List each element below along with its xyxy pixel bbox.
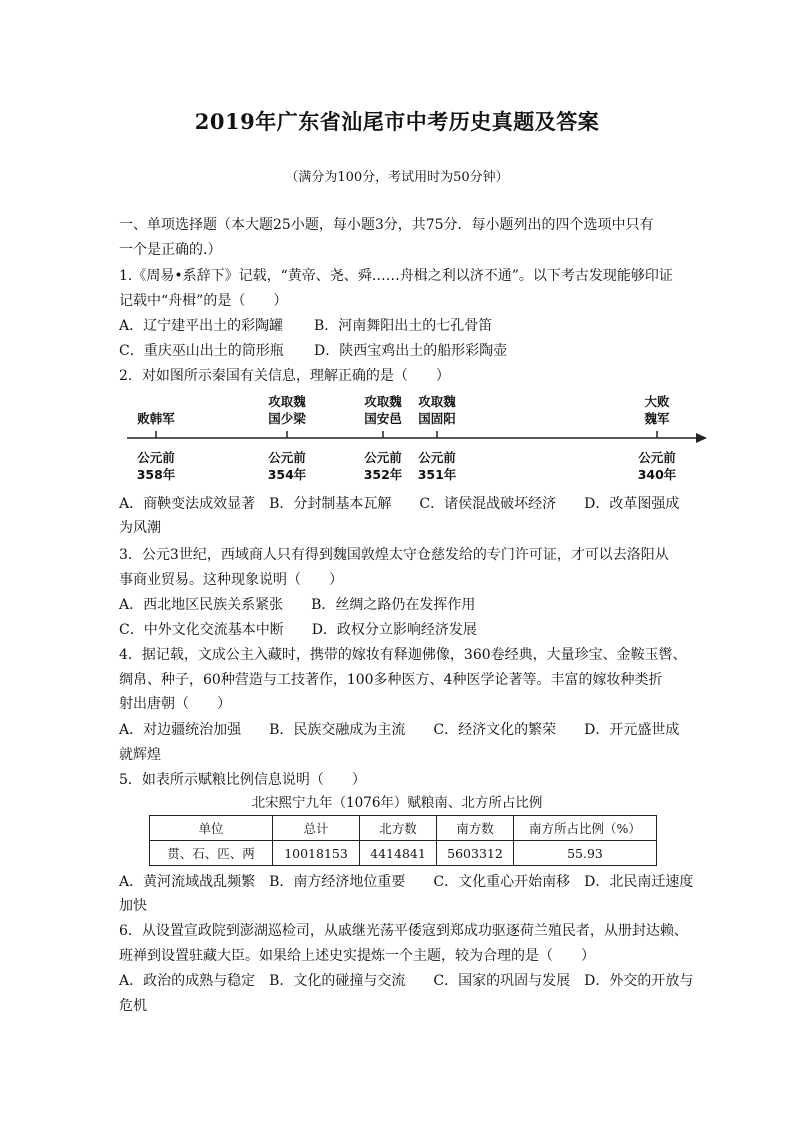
table-header-row bbox=[150, 816, 657, 841]
q3-stem: 3．公元3世纪，西域商人只有得到魏国敦煌太守仓慈发给的专门许可证，才可以去洛阳从 bbox=[119, 547, 669, 563]
timeline-year: 公元前 340年 bbox=[637, 450, 677, 482]
table-cell: 55.93 bbox=[514, 841, 657, 866]
timeline-event: 大败 魏军 bbox=[644, 394, 670, 426]
table-header: 单位 bbox=[150, 816, 273, 841]
exam-info: （满分为100分，考试用时为50分钟） bbox=[285, 170, 509, 185]
q3-stem-cont: 事商业贸易。这种现象说明（ ） bbox=[119, 572, 343, 588]
grain-ratio-table bbox=[149, 815, 657, 866]
table-header: 南方所占比例（%） bbox=[514, 816, 657, 841]
q2-options-cont: 为风潮 bbox=[119, 520, 161, 536]
timeline-year: 公元前 351年 bbox=[417, 450, 457, 482]
table-header: 总计 bbox=[273, 816, 360, 841]
table-cell: 10018153 bbox=[273, 841, 360, 866]
timeline-event: 攻取魏 国固阳 bbox=[418, 394, 456, 426]
table-title: 北宋熙宁九年（1076年）赋粮南、北方所占比例 bbox=[251, 795, 543, 811]
timeline-event: 攻取魏 国安邑 bbox=[364, 394, 402, 426]
q6-stem-cont: 班禅到设置驻藏大臣。如果给上述史实提炼一个主题，较为合理的是（ ） bbox=[119, 948, 595, 964]
q6-options-cont: 危机 bbox=[119, 998, 147, 1014]
q2-stem: 2．对如图所示秦国有关信息，理解正确的是（ ） bbox=[119, 368, 450, 384]
q5-options: A．黄河流域战乱频繁 B．南方经济地位重要 C．文化重心开始南移 D．北民南迁速度 bbox=[119, 874, 694, 890]
q4-options: A．对边疆统治加强 B．民族交融成为主流 C．经济文化的繁荣 D．开元盛世成 bbox=[119, 722, 680, 738]
q1-stem: 1.《周易•系辞下》记载，“黄帝、尧、舜……舟楫之利以济不通”。以下考古发现能够印证 bbox=[119, 268, 673, 284]
table-cell: 4414841 bbox=[360, 841, 437, 866]
q4-stem: 4．据记载，文成公主入藏时，携带的嫁妆有释迦佛像，360卷经典，大量珍宝、金鞍玉辔、 bbox=[119, 647, 687, 663]
table-cell: 5603312 bbox=[437, 841, 514, 866]
section-heading: 一、单项选择题（本大题25小题，每小题3分，共75分．每小题列出的四个选项中只有 bbox=[119, 217, 654, 233]
q5-options-cont: 加快 bbox=[119, 898, 147, 914]
timeline-year: 公元前 358年 bbox=[136, 450, 176, 482]
timeline-year: 公元前 354年 bbox=[267, 450, 307, 482]
table-row bbox=[150, 841, 657, 866]
timeline-figure bbox=[119, 390, 719, 490]
table-cell: 贯、石、匹、两 bbox=[150, 841, 273, 866]
q2-options: A．商鞅变法成效显著 B．分封制基本瓦解 C．诸侯混战破坏经济 D．改革图强成 bbox=[119, 496, 680, 512]
q6-options: A．政治的成熟与稳定 B．文化的碰撞与交流 C．国家的巩固与发展 D．外交的开放与 bbox=[119, 973, 694, 989]
q1-option-b: B．河南舞阳出土的七孔骨笛 bbox=[314, 318, 493, 334]
q4-stem-cont: 绸帛、种子，60种营造与工技著作，100多种医方、4种医学论著等。丰富的嫁妆种类折 bbox=[119, 672, 663, 688]
q1-stem-cont: 记载中“舟楫”的是（ ） bbox=[119, 293, 288, 309]
page-title: 2019年广东省汕尾市中考历史真题及答案 bbox=[194, 109, 600, 134]
q1-option-a: A．辽宁建平出土的彩陶罐 bbox=[119, 318, 284, 334]
q3-options-cd: C．中外文化交流基本中断 D．政权分立影响经济发展 bbox=[119, 622, 477, 638]
timeline-event: 败韩军 bbox=[137, 411, 175, 426]
q3-options-ab: A．西北地区民族关系紧张 B．丝绸之路仍在发挥作用 bbox=[119, 597, 476, 613]
q1-option-d: D．陕西宝鸡出土的船形彩陶壶 bbox=[314, 343, 508, 359]
table-header: 北方数 bbox=[360, 816, 437, 841]
q4-stem-cont2: 射出唐朝（ ） bbox=[119, 696, 231, 712]
q6-stem: 6．从设置宣政院到澎湖巡检司，从戚继光荡平倭寇到郑成功驱逐荷兰殖民者，从册封达赖、 bbox=[119, 923, 688, 939]
q1-option-c: C．重庆巫山出土的筒形瓶 bbox=[119, 343, 284, 359]
q5-stem: 5．如表所示赋粮比例信息说明（ ） bbox=[119, 772, 366, 788]
timeline-event: 攻取魏 国少梁 bbox=[268, 394, 306, 426]
table-header: 南方数 bbox=[437, 816, 514, 841]
section-heading-cont: 一个是正确的.） bbox=[119, 242, 222, 258]
q4-options-cont: 就辉煌 bbox=[119, 747, 161, 763]
timeline-year: 公元前 352年 bbox=[363, 450, 403, 482]
